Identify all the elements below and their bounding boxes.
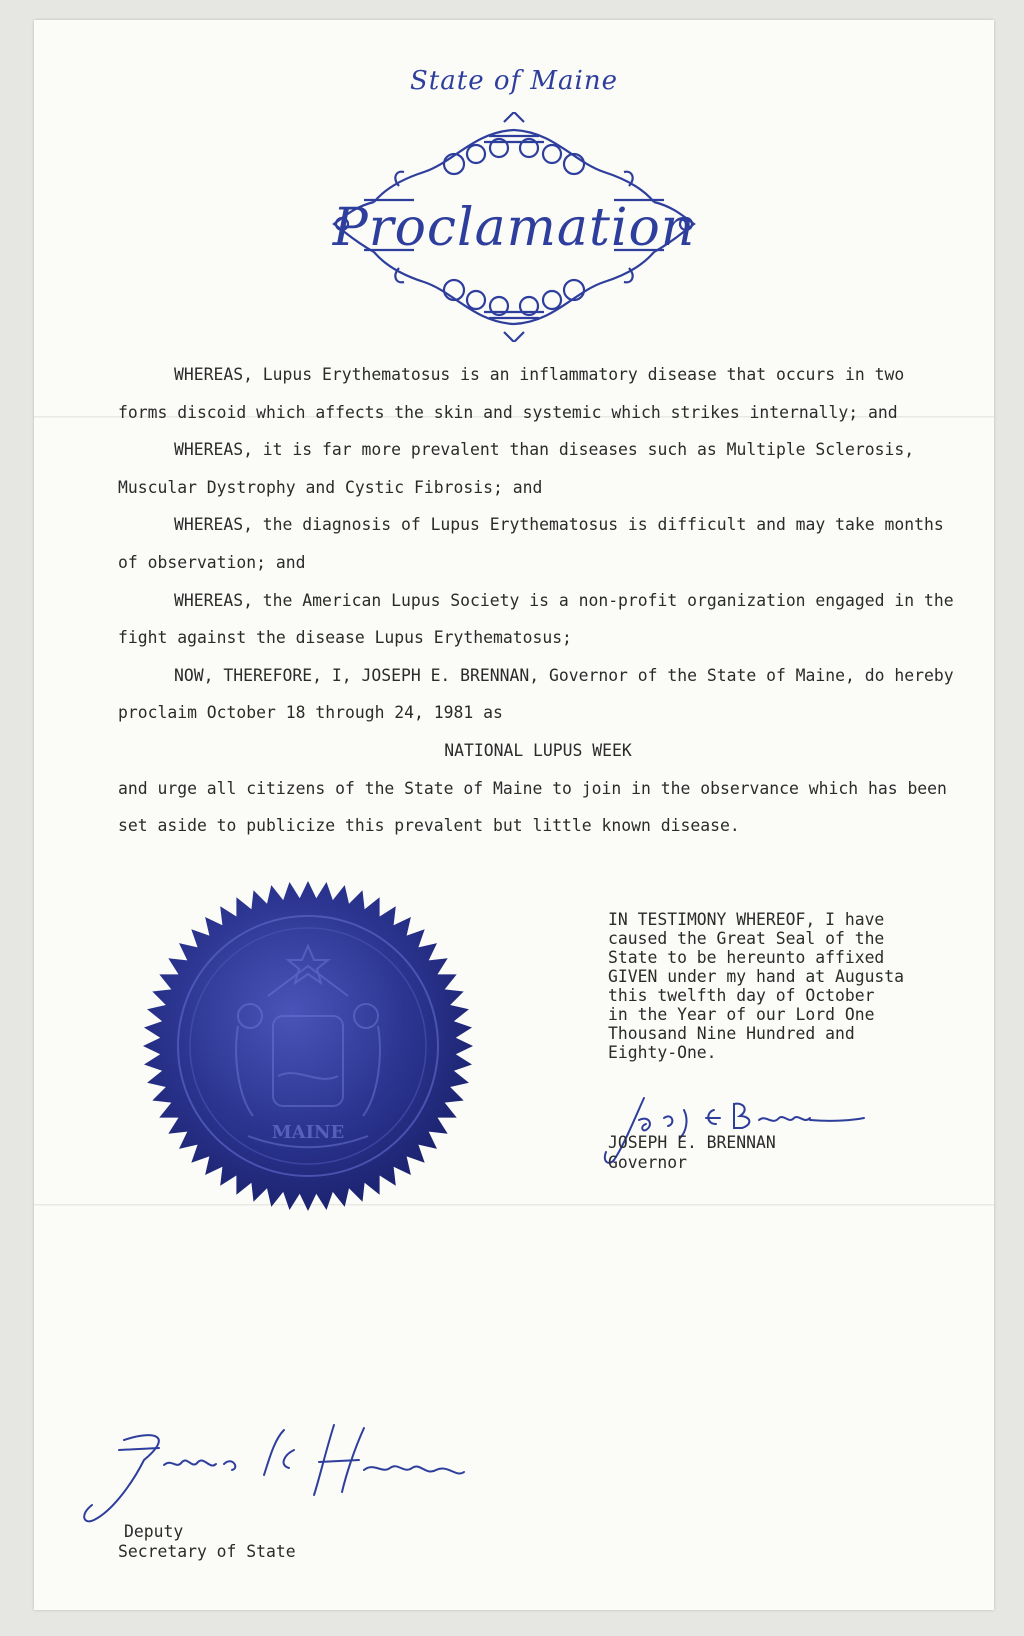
governor-signature-block bbox=[608, 1133, 908, 1173]
whereas-paragraph: WHEREAS, the diagnosis of Lupus Erythematosus is difficult and may take months of observation; and bbox=[118, 515, 944, 572]
closing-paragraph: and urge all citizens of the State of Maine to join in the observance which has been set aside to publicize this prevalent but little known disease. bbox=[118, 778, 947, 836]
week-name: NATIONAL LUPUS WEEK bbox=[444, 740, 632, 760]
proclamation-body bbox=[118, 356, 958, 845]
testimony-text: IN TESTIMONY WHEREOF, I have caused the Great Seal of the State to be hereunto affixed GIVEN under my hand at Augusta this twelfth day of October in the Year of our Lord One Thousand Nine Hundred and Eighty-One. bbox=[608, 910, 905, 1062]
whereas-paragraph: WHEREAS, Lupus Erythematosus is an inflammatory disease that occurs in two forms discoid which affects the skin and systemic which strikes internally; and bbox=[118, 365, 905, 422]
deputy-title-line2: Secretary of State bbox=[118, 1542, 296, 1561]
deputy-signature-block bbox=[118, 1522, 418, 1562]
governor-title: Governor bbox=[608, 1153, 687, 1172]
whereas-paragraph: WHEREAS, it is far more prevalent than diseases such as Multiple Sclerosis, Muscular Dystrophy and Cystic Fibrosis; and bbox=[118, 440, 915, 497]
governor-name: JOSEPH E. BRENNAN bbox=[608, 1133, 776, 1152]
deputy-signature bbox=[64, 1420, 484, 1530]
deputy-title-line1: Deputy bbox=[124, 1522, 184, 1541]
proclamation-document bbox=[34, 20, 994, 1610]
great-seal-icon bbox=[138, 876, 478, 1216]
therefore-paragraph: NOW, THEREFORE, I, JOSEPH E. BRENNAN, Governor of the State of Maine, do hereby proclaim October 18 through 24, 1981 as bbox=[118, 665, 954, 723]
state-heading: State of Maine bbox=[410, 66, 618, 96]
whereas-paragraph: WHEREAS, the American Lupus Society is a non-profit organization engaged in the fight against the disease Lupus Erythematosus; bbox=[118, 590, 954, 648]
seal-label: MAINE bbox=[271, 1122, 345, 1143]
proclamation-title: Proclamation bbox=[332, 198, 696, 258]
